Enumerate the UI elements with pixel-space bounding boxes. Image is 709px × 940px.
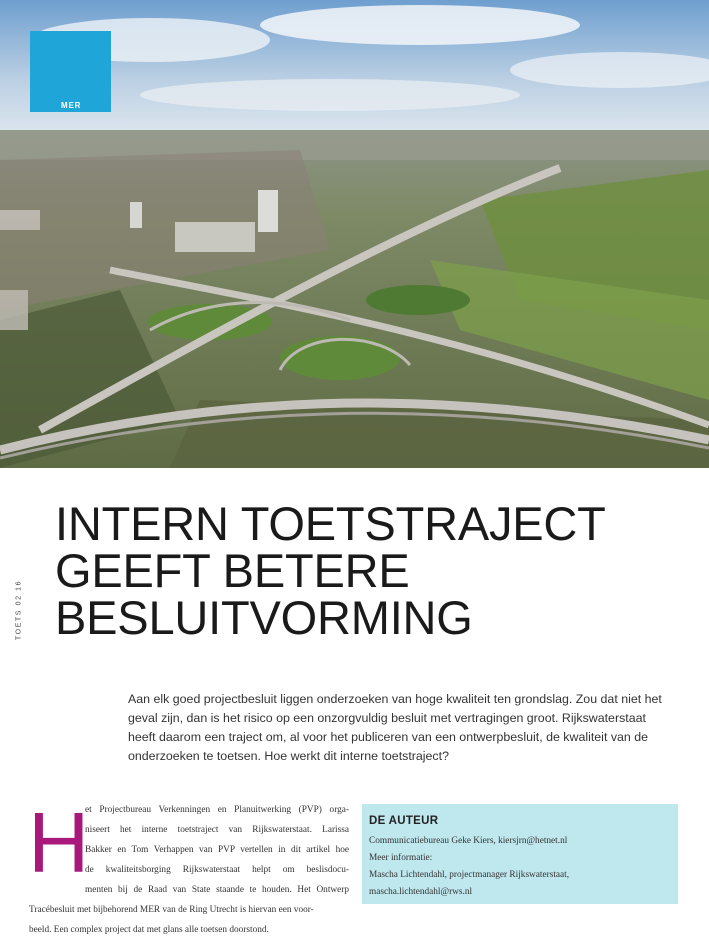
intro-paragraph: Aan elk goed projectbesluit liggen onderzoeken van hoge kwaliteit ten grondslag. Zou dat niet het geval zijn, dan is het risico op een onzorgvuldig besluit met vertragingen groot. Rijkswaterstaat heeft daarom een traject om, al voor het publiceren van een ontwerpbesluit, de kwaliteit van de onderzoeken te toetsen. Hoe werkt dit interne toetstraject? xyxy=(128,692,662,763)
body-line: niseert het interne toetstraject van Rijkswaterstaat. Larissa xyxy=(85,825,349,835)
body-line: beeld. Een complex project dat met glans alle toetsen doorstond. xyxy=(29,925,269,935)
more-info-label: Meer informatie: xyxy=(369,853,433,863)
author-box-lines xyxy=(369,833,569,901)
section-tag xyxy=(30,31,111,112)
body-line: de kwaliteitsborging Rijkswaterstaat helpt om beslisdocu- xyxy=(85,865,349,875)
side-label xyxy=(13,575,25,645)
article-title xyxy=(55,497,695,644)
title-line: GEEFT BETERE xyxy=(55,544,410,597)
side-label-text: TOETS 02 16 xyxy=(15,579,23,641)
body-line: et Projectbureau Verkenningen en Planuitwerking (PVP) orga- xyxy=(85,805,349,815)
project-manager: Mascha Lichtendahl, projectmanager Rijkswaterstaat, xyxy=(369,870,570,880)
drop-cap: H xyxy=(28,796,90,891)
body-line: Bakker en Tom Verhappen van PVP vertellen in dit artikel hoe xyxy=(85,845,349,855)
author-box xyxy=(362,804,678,904)
body-text xyxy=(28,796,349,940)
project-manager-email: mascha.lichtendahl@rws.nl xyxy=(369,887,473,897)
body-line: Tracébesluit met bijbehorend MER van de Ring Utrecht is hiervan een voor- xyxy=(29,905,314,915)
section-tag-label: MER xyxy=(61,101,82,110)
author-contact: Communicatiebureau Geke Kiers, kiersjrn@hetnet.nl xyxy=(369,836,568,846)
title-line: BESLUITVORMING xyxy=(55,591,473,644)
author-box-heading: DE AUTEUR xyxy=(369,815,439,827)
title-line: INTERN TOETSTRAJECT xyxy=(55,497,606,550)
body-line: menten bij de Raad van State staande te houden. Het Ontwerp xyxy=(85,885,349,895)
